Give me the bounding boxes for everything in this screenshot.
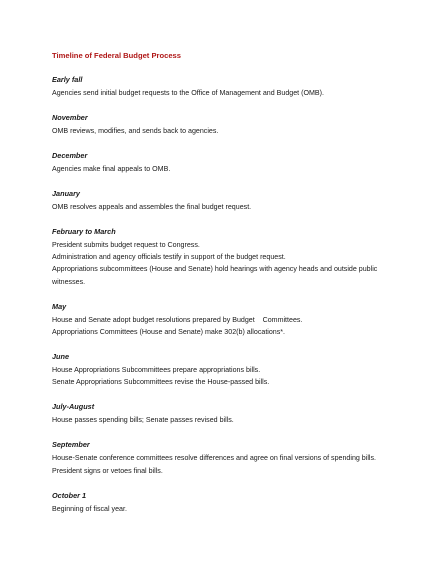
section-heading: June bbox=[52, 352, 70, 362]
section-line: Senate Appropriations Subcommittees revise the House-passed bills. bbox=[52, 378, 270, 387]
section-heading: July-August bbox=[52, 402, 95, 412]
section-line: Administration and agency officials testify in support of the budget request. bbox=[52, 253, 286, 262]
section-line: House and Senate adopt budget resolutions prepared by Budget Committees. bbox=[52, 315, 303, 324]
timeline-section-february-to-march bbox=[52, 227, 392, 289]
document-title: Timeline of Federal Budget Process bbox=[52, 51, 181, 60]
section-line: Agencies make final appeals to OMB. bbox=[52, 164, 171, 173]
section-line: witnesses. bbox=[52, 277, 86, 286]
section-line: OMB resolves appeals and assembles the final budget request. bbox=[52, 202, 252, 211]
timeline-section-may bbox=[52, 302, 392, 339]
timeline-section-june bbox=[52, 352, 392, 389]
timeline-section-november bbox=[52, 113, 392, 137]
document-page bbox=[52, 50, 392, 529]
section-line: President signs or vetoes final bills. bbox=[52, 466, 163, 475]
timeline-section-september bbox=[52, 440, 392, 477]
section-line: Appropriations subcommittees (House and Senate) hold hearings with agency heads and outside public bbox=[52, 265, 378, 274]
section-heading: September bbox=[52, 440, 90, 450]
section-heading: Early fall bbox=[52, 75, 83, 84]
section-heading: December bbox=[52, 150, 88, 160]
section-line: House Appropriations Subcommittees prepare appropriations bills. bbox=[52, 366, 261, 375]
section-heading: November bbox=[52, 112, 88, 122]
section-line: House passes spending bills; Senate passes revised bills. bbox=[52, 416, 234, 425]
section-heading: May bbox=[52, 301, 67, 311]
section-line: President submits budget request to Congress. bbox=[52, 240, 200, 249]
timeline-section-july-august bbox=[52, 402, 392, 426]
timeline-section-october-1 bbox=[52, 491, 392, 515]
section-line: OMB reviews, modifies, and sends back to agencies. bbox=[52, 126, 219, 135]
section-heading: February to March bbox=[52, 226, 116, 236]
timeline-section-early-fall bbox=[52, 75, 392, 99]
timeline-section-december bbox=[52, 151, 392, 175]
section-line: Appropriations Committees (House and Senate) make 302(b) allocations*. bbox=[52, 328, 286, 337]
section-line: Agencies send initial budget requests to the Office of Management and Budget (OMB). bbox=[52, 89, 324, 97]
section-heading: January bbox=[52, 188, 80, 198]
section-line: House-Senate conference committees resolve differences and agree on final versions of spending bills. bbox=[52, 454, 377, 463]
section-heading: October 1 bbox=[52, 490, 87, 500]
timeline-section-january bbox=[52, 189, 392, 213]
section-line: Beginning of fiscal year. bbox=[52, 504, 127, 513]
